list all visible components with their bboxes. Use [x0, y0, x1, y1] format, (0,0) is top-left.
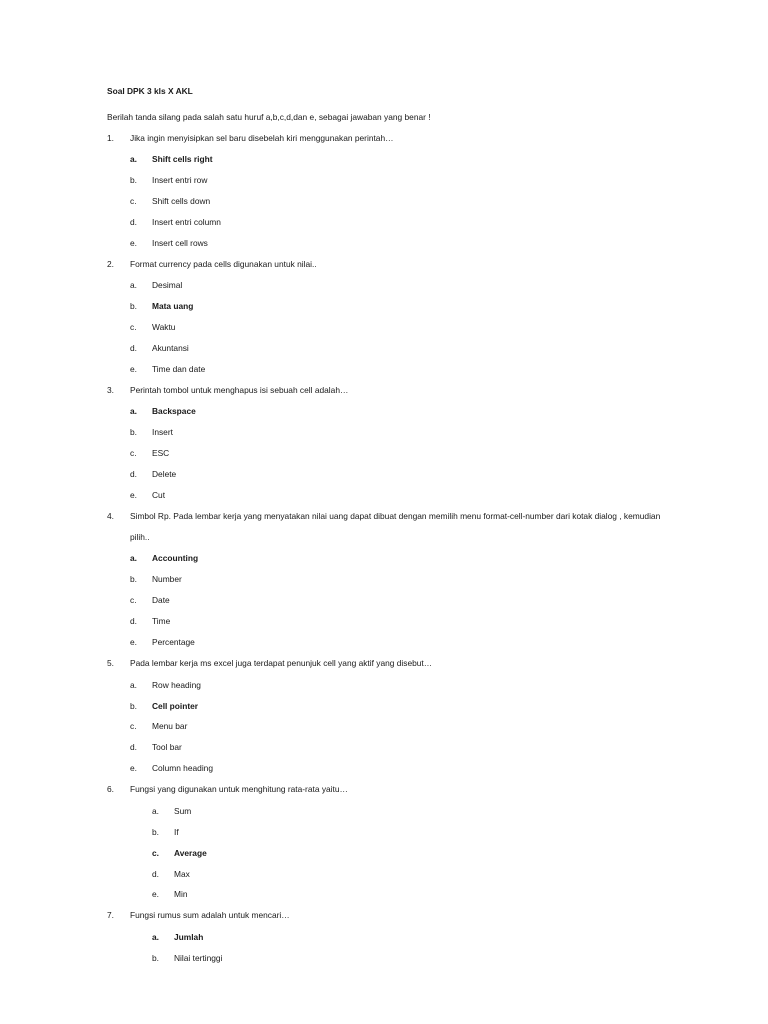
option-text: Menu bar	[152, 721, 188, 731]
option-text: Tool bar	[152, 742, 182, 752]
question-text: Fungsi yang digunakan untuk menghitung rata-rata yaitu…	[130, 784, 348, 794]
option-letter: e.	[130, 637, 137, 647]
option-letter: e.	[152, 889, 159, 899]
option-text: Insert entri column	[152, 217, 221, 227]
option-letter: b.	[152, 827, 159, 837]
option-text: Waktu	[152, 322, 176, 332]
option-letter: c.	[130, 196, 137, 206]
option-text: Date	[152, 595, 170, 605]
option-text: If	[174, 827, 179, 837]
option-letter: c.	[130, 595, 137, 605]
option-text: Mata uang	[152, 301, 194, 311]
question-text: Perintah tombol untuk menghapus isi sebuah cell adalah…	[130, 385, 349, 395]
question-text: Fungsi rumus sum adalah untuk mencari…	[130, 910, 290, 920]
option-letter: d.	[130, 217, 137, 227]
option-letter: b.	[130, 574, 137, 584]
option-text: Shift cells right	[152, 154, 213, 164]
option-letter: b.	[130, 175, 137, 185]
question-number: 2.	[107, 259, 114, 269]
option-letter: c.	[130, 721, 137, 731]
question-text: Pada lembar kerja ms excel juga terdapat penunjuk cell yang aktif yang disebut…	[130, 658, 433, 668]
option-letter: a.	[130, 553, 137, 563]
option-letter: c.	[152, 848, 159, 858]
option-letter: a.	[130, 280, 137, 290]
option-text: Insert entri row	[152, 175, 208, 185]
option-text: Min	[174, 889, 188, 899]
option-text: Sum	[174, 806, 192, 816]
option-letter: e.	[130, 763, 137, 773]
option-letter: b.	[152, 953, 159, 963]
option-text: Backspace	[152, 406, 196, 416]
option-letter: a.	[152, 932, 159, 942]
option-letter: b.	[130, 427, 137, 437]
option-letter: e.	[130, 364, 137, 374]
option-letter: a.	[130, 680, 137, 690]
option-text: Max	[174, 869, 190, 879]
option-text: Insert	[152, 427, 173, 437]
option-letter: a.	[130, 154, 137, 164]
option-text: ESC	[152, 448, 170, 458]
option-text: Jumlah	[174, 932, 204, 942]
option-text: Cell pointer	[152, 701, 199, 711]
option-text: Time	[152, 616, 171, 626]
question-number: 4.	[107, 511, 114, 521]
option-letter: c.	[130, 322, 137, 332]
question-text: Format currency pada cells digunakan untuk nilai..	[130, 259, 317, 269]
option-text: Column heading	[152, 763, 213, 773]
question-number: 7.	[107, 910, 114, 920]
instruction-text: Berilah tanda silang pada salah satu huruf a,b,c,d,dan e, sebagai jawaban yang benar !	[107, 112, 431, 122]
option-text: Accounting	[152, 553, 199, 563]
option-text: Delete	[152, 469, 177, 479]
option-letter: d.	[152, 869, 159, 879]
option-text: Akuntansi	[152, 343, 189, 353]
option-text: Cut	[152, 490, 166, 500]
option-text: Insert cell rows	[152, 238, 208, 248]
question-text: Simbol Rp. Pada lembar kerja yang menyatakan nilai uang dapat dibuat dengan memilih menu format-cell-number dari kotak dialog , kemudian	[130, 511, 661, 521]
option-text: Row heading	[152, 680, 201, 690]
option-letter: e.	[130, 238, 137, 248]
document-title: Soal DPK 3 kls X AKL	[107, 86, 193, 96]
option-text: Percentage	[152, 637, 195, 647]
option-text: Shift cells down	[152, 196, 211, 206]
option-letter: b.	[130, 701, 137, 711]
question-number: 6.	[107, 784, 114, 794]
option-letter: d.	[130, 343, 137, 353]
question-text: Jika ingin menyisipkan sel baru disebelah kiri menggunakan perintah…	[130, 133, 394, 143]
option-text: Nilai tertinggi	[174, 953, 223, 963]
option-letter: e.	[130, 490, 137, 500]
option-text: Time dan date	[152, 364, 206, 374]
question-text-continued: pilih..	[130, 532, 150, 542]
option-letter: a.	[130, 406, 137, 416]
question-number: 5.	[107, 658, 114, 668]
option-letter: b.	[130, 301, 137, 311]
option-text: Average	[174, 848, 207, 858]
question-number: 1.	[107, 133, 114, 143]
question-number: 3.	[107, 385, 114, 395]
option-letter: c.	[130, 448, 137, 458]
option-letter: d.	[130, 742, 137, 752]
option-text: Desimal	[152, 280, 183, 290]
option-letter: a.	[152, 806, 159, 816]
option-letter: d.	[130, 616, 137, 626]
option-text: Number	[152, 574, 182, 584]
option-letter: d.	[130, 469, 137, 479]
